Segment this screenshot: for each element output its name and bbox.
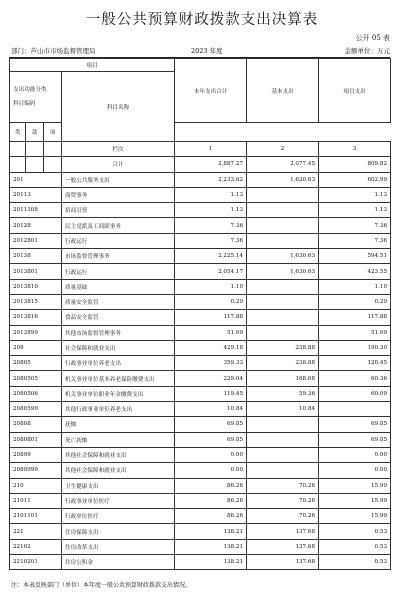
row-subject-name: 商贸事务 — [62, 187, 175, 202]
table-row — [10, 463, 391, 478]
table-row — [10, 172, 391, 187]
subject-name-header: 科目名称 — [62, 72, 175, 142]
lei-header: 类 — [10, 123, 26, 142]
row-basic — [247, 447, 319, 462]
row-code: 2013899 — [10, 325, 62, 340]
col-index-label: 栏次 — [62, 142, 175, 157]
row-subject-name: 其他社会保障和就业支出 — [62, 463, 175, 478]
row-total: 0.00 — [175, 463, 247, 478]
table-row — [10, 524, 391, 539]
row-basic — [247, 187, 319, 202]
expenditure-table — [9, 58, 391, 570]
row-project — [319, 402, 391, 417]
row-code: 21011 — [10, 493, 62, 508]
row-subject-name: 食品安全监管 — [62, 310, 175, 325]
row-project: 51.69 — [319, 325, 391, 340]
row-project: 0.53 — [319, 555, 391, 570]
col-index-1: 1 — [175, 142, 247, 157]
row-total: 86.26 — [175, 509, 247, 524]
row-basic: 10.84 — [247, 402, 319, 417]
col-index-2: 2 — [247, 142, 319, 157]
project-exp-header: 项目支出 — [319, 59, 391, 123]
row-code: 20138 — [10, 249, 62, 264]
row-total: 2,054.17 — [175, 264, 247, 279]
func-code-line2: 科目编码 — [13, 101, 36, 107]
row-subject-name: 招商引资 — [62, 203, 175, 218]
row-basic — [247, 203, 319, 218]
row-basic — [247, 233, 319, 248]
row-project: 0.00 — [319, 447, 391, 462]
row-total: 1.13 — [175, 187, 247, 202]
func-code-line1: 支出功能分类 — [13, 87, 47, 93]
row-subject-name: 行政事业单位医疗 — [62, 493, 175, 508]
row-code: 221 — [10, 524, 62, 539]
row-subject-name: 行政运行 — [62, 264, 175, 279]
row-project: 602.99 — [319, 172, 391, 187]
row-basic: 238.88 — [247, 340, 319, 355]
row-project: 15.99 — [319, 509, 391, 524]
row-code: 201 — [10, 172, 62, 187]
row-total: 69.85 — [175, 417, 247, 432]
row-subject-name: 其他行政事业单位养老支出 — [62, 402, 175, 417]
row-basic: 70.26 — [247, 478, 319, 493]
row-subject-name: 死亡抚恤 — [62, 432, 175, 447]
table-row — [10, 402, 391, 417]
func-code-header — [10, 72, 62, 123]
table-row — [10, 447, 391, 462]
row-project: 117.88 — [319, 310, 391, 325]
row-project: 1.13 — [319, 203, 391, 218]
row-total: 117.88 — [175, 310, 247, 325]
table-row — [10, 417, 391, 432]
row-code: 20128 — [10, 218, 62, 233]
row-project: 69.85 — [319, 432, 391, 447]
row-basic: 59.36 — [247, 386, 319, 401]
row-subject-name: 其他市场监督管理事务 — [62, 325, 175, 340]
table-row — [10, 478, 391, 493]
row-total: 138.21 — [175, 539, 247, 554]
row-code: 2210201 — [10, 555, 62, 570]
row-subject-name: 一般公共服务支出 — [62, 172, 175, 187]
table-row — [10, 249, 391, 264]
totals-empty-cell — [10, 157, 26, 172]
row-project: 69.85 — [319, 417, 391, 432]
row-code: 22102 — [10, 539, 62, 554]
total-header: 本年支出合计 — [175, 59, 247, 123]
row-code: 208 — [10, 340, 62, 355]
row-project: 15.99 — [319, 478, 391, 493]
row-basic — [247, 463, 319, 478]
row-code: 2080801 — [10, 432, 62, 447]
row-code: 2013816 — [10, 310, 62, 325]
index-empty-cell — [44, 142, 62, 157]
row-basic: 168.68 — [247, 371, 319, 386]
row-project: 7.36 — [319, 233, 391, 248]
table-row — [10, 555, 391, 570]
row-code: 2101101 — [10, 509, 62, 524]
row-subject-name: 机关事业单位职业年金缴费支出 — [62, 386, 175, 401]
year-label: 2023 年度 — [191, 47, 223, 55]
row-project: 1.13 — [319, 187, 391, 202]
row-project: 15.99 — [319, 493, 391, 508]
column-index-row — [10, 142, 391, 157]
row-subject-name: 市场监督管理事务 — [62, 249, 175, 264]
page-title: 一般公共预算财政拨款支出决算表 — [85, 12, 319, 28]
row-basic: 137.68 — [247, 555, 319, 570]
row-basic: 1,630.63 — [247, 172, 319, 187]
row-basic — [247, 279, 319, 294]
row-total: 86.26 — [175, 493, 247, 508]
row-total: 7.36 — [175, 233, 247, 248]
kuan-header: 款 — [26, 123, 44, 142]
row-total: 119.45 — [175, 386, 247, 401]
row-subject-name: 机关事业单位基本养老保险缴费支出 — [62, 371, 175, 386]
row-subject-name: 民主党派及工商联事务 — [62, 218, 175, 233]
row-subject-name: 行政运行 — [62, 233, 175, 248]
row-subject-name: 质量安全监管 — [62, 294, 175, 309]
meta-line — [9, 46, 390, 57]
basic-header: 基本支出 — [247, 59, 319, 123]
row-project: 1.10 — [319, 279, 391, 294]
row-total: 359.33 — [175, 356, 247, 371]
amount-unit-label: 金额单位：万元 — [344, 47, 390, 55]
xiang-header: 项 — [44, 123, 62, 142]
row-project: 0.53 — [319, 539, 391, 554]
row-basic — [247, 417, 319, 432]
table-row — [10, 310, 391, 325]
row-basic: 1,630.63 — [247, 264, 319, 279]
row-total: 10.84 — [175, 402, 247, 417]
row-code: 2080506 — [10, 386, 62, 401]
row-code: 2089999 — [10, 463, 62, 478]
row-total: 51.69 — [175, 325, 247, 340]
row-project: 0.00 — [319, 463, 391, 478]
row-subject-name: 住房公积金 — [62, 555, 175, 570]
row-project: 120.45 — [319, 356, 391, 371]
department-label: 部门：芦山市市场监督管理局 — [11, 47, 96, 55]
totals-label: 合计 — [62, 157, 175, 172]
row-subject-name: 卫生健康支出 — [62, 478, 175, 493]
table-row — [10, 509, 391, 524]
table-row — [10, 187, 391, 202]
row-total: 138.21 — [175, 524, 247, 539]
row-code: 2013801 — [10, 264, 62, 279]
row-basic: 70.26 — [247, 493, 319, 508]
row-project: 423.55 — [319, 264, 391, 279]
table-row — [10, 294, 391, 309]
table-row — [10, 340, 391, 355]
row-total: 86.26 — [175, 478, 247, 493]
row-basic — [247, 294, 319, 309]
row-total: 138.21 — [175, 555, 247, 570]
row-total: 69.85 — [175, 432, 247, 447]
row-subject-name: 质量基础 — [62, 279, 175, 294]
row-basic — [247, 310, 319, 325]
table-row — [10, 386, 391, 401]
col-index-3: 3 — [319, 142, 391, 157]
totals-row — [10, 157, 391, 172]
row-basic: 238.88 — [247, 356, 319, 371]
row-total: 429.18 — [175, 340, 247, 355]
table-row — [10, 371, 391, 386]
row-total: 1.13 — [175, 203, 247, 218]
row-code: 20113 — [10, 187, 62, 202]
row-basic — [247, 325, 319, 340]
row-subject-name: 住房保障支出 — [62, 524, 175, 539]
table-row — [10, 233, 391, 248]
table-row — [10, 279, 391, 294]
row-basic: 1,630.63 — [247, 249, 319, 264]
row-project: 60.36 — [319, 371, 391, 386]
row-basic: 137.68 — [247, 539, 319, 554]
table-row — [10, 325, 391, 340]
totals-empty-cell — [44, 157, 62, 172]
row-project: 0.29 — [319, 294, 391, 309]
row-project: 7.36 — [319, 218, 391, 233]
row-total: 0.00 — [175, 447, 247, 462]
row-code: 2013815 — [10, 294, 62, 309]
form-number: 公开 05 表 — [355, 34, 390, 42]
row-basic: 70.26 — [247, 509, 319, 524]
row-total: 1.10 — [175, 279, 247, 294]
row-total: 0.29 — [175, 294, 247, 309]
row-subject-name: 社会保障和就业支出 — [62, 340, 175, 355]
table-row — [10, 264, 391, 279]
row-subject-name: 抚恤 — [62, 417, 175, 432]
row-basic — [247, 432, 319, 447]
row-code: 2011308 — [10, 203, 62, 218]
index-empty-cell — [26, 142, 44, 157]
table-row — [10, 539, 391, 554]
totals-total: 2,887.27 — [175, 157, 247, 172]
row-total: 2,225.14 — [175, 249, 247, 264]
totals-project: 809.82 — [319, 157, 391, 172]
footnote: 注：本表反映部门（单位）本年度一般公共预算财政拨款支出情况。 — [11, 582, 192, 589]
table-row — [10, 203, 391, 218]
row-subject-name: 住房改革支出 — [62, 539, 175, 554]
row-code: 2013810 — [10, 279, 62, 294]
row-total: 7.36 — [175, 218, 247, 233]
row-basic: 137.68 — [247, 524, 319, 539]
table-row — [10, 218, 391, 233]
project-header: 项目 — [10, 59, 175, 72]
row-code: 210 — [10, 478, 62, 493]
row-code: 20808 — [10, 417, 62, 432]
row-total: 2,233.62 — [175, 172, 247, 187]
table-row — [10, 493, 391, 508]
row-subject-name: 行政事业单位养老支出 — [62, 356, 175, 371]
row-code: 2080505 — [10, 371, 62, 386]
row-project: 60.09 — [319, 386, 391, 401]
row-total: 229.04 — [175, 371, 247, 386]
totals-empty-cell — [26, 157, 44, 172]
row-code: 20899 — [10, 447, 62, 462]
table-row — [10, 356, 391, 371]
header-row-project — [10, 59, 391, 72]
row-project: 594.51 — [319, 249, 391, 264]
row-code: 2080599 — [10, 402, 62, 417]
table-row — [10, 432, 391, 447]
row-project: 190.30 — [319, 340, 391, 355]
row-code: 20805 — [10, 356, 62, 371]
row-basic — [247, 218, 319, 233]
totals-basic: 2,077.45 — [247, 157, 319, 172]
row-subject-name: 行政单位医疗 — [62, 509, 175, 524]
row-subject-name: 其他社会保障和就业支出 — [62, 447, 175, 462]
index-empty-cell — [10, 142, 26, 157]
row-code: 2012801 — [10, 233, 62, 248]
row-project: 0.53 — [319, 524, 391, 539]
